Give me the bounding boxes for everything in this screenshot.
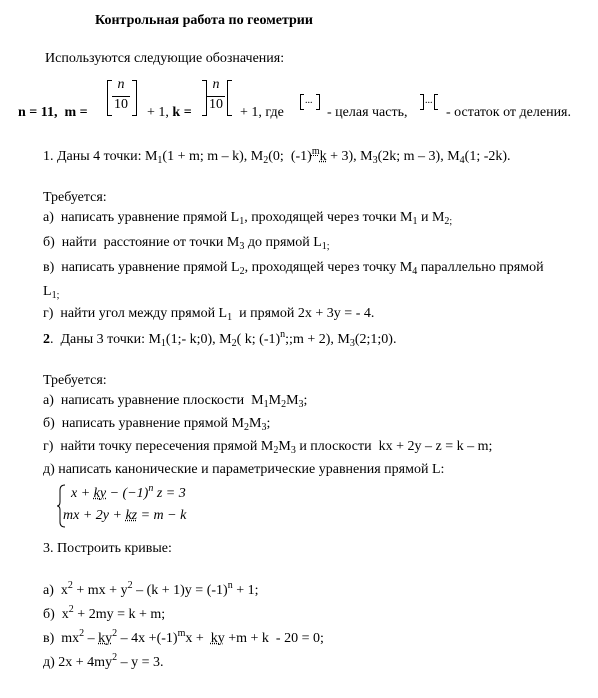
mod-fraction-k: n 10 <box>202 80 232 116</box>
task2-item-b: б) написать уравнение прямой $M_2M_3$; <box>43 416 271 433</box>
floor-fraction-m: n 10 <box>107 80 137 116</box>
task2-item-d: д) написать канонические и параметрические уравнения прямой L: <box>43 462 445 477</box>
task3-heading: 3. Построить кривые: <box>43 541 172 556</box>
task1-item-v: в) написать уравнение прямой $L_2$, проходящей через точку $M_4$ параллельно прямой <box>43 260 544 277</box>
plus-one-k: + 1, k = <box>147 105 192 120</box>
n-definition: n = 11, m = <box>18 105 88 120</box>
task2-heading: 2. Даны 3 точки: $M_1(1;-$ k;0), $M_2$( k; $(-1)^n;;m + 2$), $M_3(2;1;0)$. <box>43 329 397 349</box>
remainder-symbol-icon: ... <box>420 94 438 108</box>
task3-item-d: д) $2x + 4my^2 - y = 3$. <box>43 652 164 670</box>
system-equation-2: mx + 2y + kz = m − k <box>63 508 187 523</box>
task1-item-a: а) написать уравнение прямой $L_1$, проходящей через точки $M_1$ и $M_{2;}$ <box>43 210 453 227</box>
notation-intro: Используются следующие обозначения: <box>45 51 285 66</box>
floor-symbol-icon: ... <box>300 94 320 110</box>
task3-item-b: б) $x^2 + 2my = k + m$; <box>43 604 166 622</box>
task2-item-a: а) написать уравнение плоскости $M_1M_2M_3$; <box>43 393 308 410</box>
page-title: Контрольная работа по геометрии <box>95 13 313 28</box>
task3-item-v: в) $mx^2 - ky^2 - 4x +(-1)^mx$ + ky +m + k - 20 = 0; <box>43 628 324 646</box>
remainder-label: - остаток от деления. <box>446 105 571 120</box>
task1-heading: 1. Даны 4 точки: $M_1(1 + m$; m – k), $M_2(0$; $(-1)^mk + 3$), $M_3(2k$; m – 3), $M_4(1$; -2k). <box>43 146 511 166</box>
params-line <box>0 78 598 118</box>
equation-system <box>57 484 257 528</box>
plus-one-where: + 1, где <box>240 105 284 120</box>
task1-required: Требуется: <box>43 190 107 205</box>
task1-item-b: б) найти расстояние от точки $M_3$ до прямой $L_{1;}$ <box>43 235 330 252</box>
task3-item-a: а) $x^2$ + mx + $y^2 - (k + 1)y = (-1)^n + 1$; <box>43 580 259 598</box>
task1-item-v-cont: $L_{1;}$ <box>43 284 60 301</box>
int-part-label: - целая часть, <box>327 105 408 120</box>
task1-item-g: г) найти угол между прямой $L_1$ и прямой 2x + 3y = - 4. <box>43 306 375 323</box>
task2-item-g: г) найти точку пересечения прямой $M_2M_3$ и плоскости kx + 2y – z = k – m; <box>43 439 493 456</box>
system-equation-1: x + ky − $(-1)^n$ z = 3 <box>71 483 186 501</box>
task2-required: Требуется: <box>43 373 107 388</box>
